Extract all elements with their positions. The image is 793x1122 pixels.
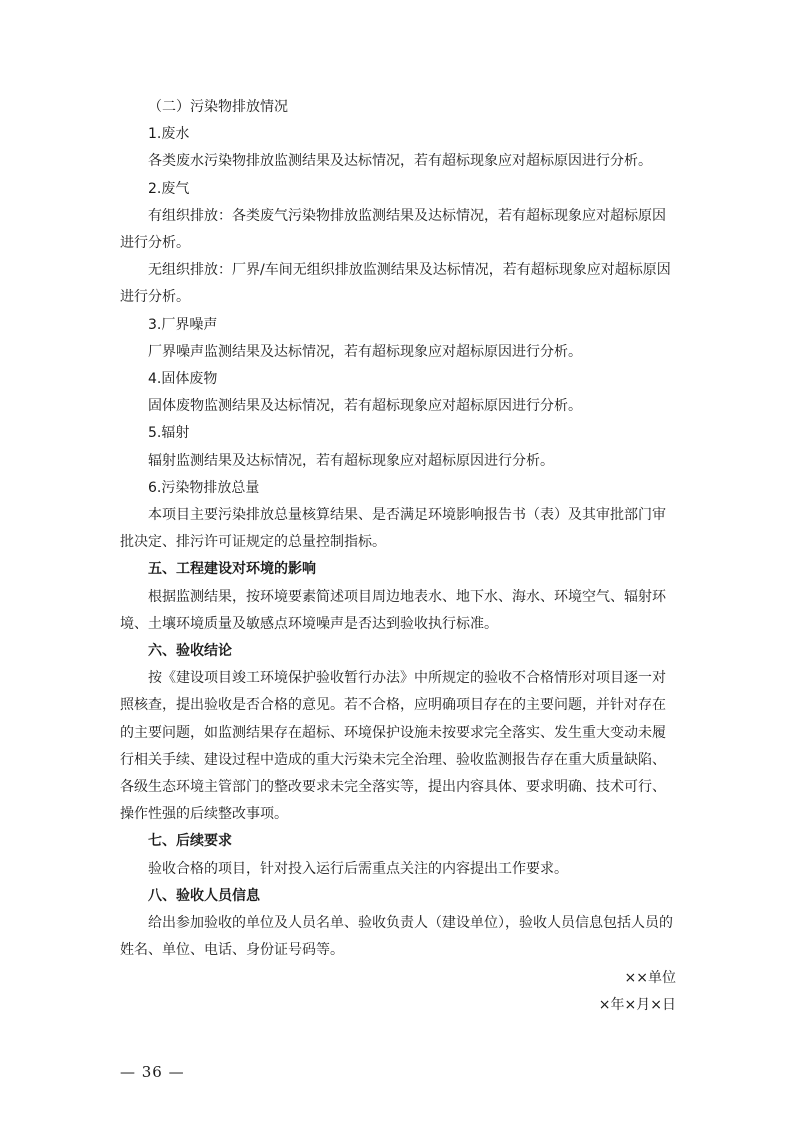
signature-unit: ××单位 — [624, 969, 676, 986]
paragraph-boundary-noise: 厂界噪声监测结果及达标情况，若有超标现象应对超标原因进行分析。 — [148, 343, 582, 360]
paragraph-environment-impact: 根据监测结果，按环境要素简述项目周边地表水、地下水、海水、环境空气、辐射环境、土壤环境质量及敏感点环境噪声是否达到验收执行标准。 — [120, 588, 666, 632]
subheading-waste-gas: 2.废气 — [148, 180, 190, 197]
subheading-solid-waste: 4.固体废物 — [148, 371, 218, 388]
subheading-boundary-noise: 3.厂界噪声 — [148, 316, 218, 333]
paragraph-radiation: 辐射监测结果及达标情况，若有超标现象应对超标原因进行分析。 — [148, 452, 554, 469]
paragraph-acceptance-conclusion: 按《建设项目竣工环境保护验收暂行办法》中所规定的验收不合格情形对项目逐一对照核查，提出验收是否合格的意见。若不合格，应明确项目存在的主要问题，并针对存在的主要问题，如监测结果存在超标、环境保护设施未按要求完全落实、发生重大变动未履行相关手续、建设过程中造成的重大污染未完全治理、验收监测报告存在重大质量缺陷、各级生态环境主管部门的整改要求未完全落实等，提出内容具体、要求明确、技术可行、操作性强的后续整改事项。 — [120, 670, 666, 823]
paragraph-unorganized-emission: 无组织排放：厂界/车间无组织排放监测结果及达标情况，若有超标现象应对超标原因进行分析。 — [120, 262, 671, 306]
section-heading-pollutant-discharge: （二）污染物排放情况 — [148, 99, 288, 115]
signature-date: ×年×月×日 — [598, 996, 676, 1013]
subheading-total-discharge: 6.污染物排放总量 — [148, 479, 260, 496]
paragraph-wastewater: 各类废水污染物排放监测结果及达标情况，若有超标现象应对超标原因进行分析。 — [148, 153, 652, 170]
page-number: — 36 — — [120, 1063, 185, 1081]
paragraph-solid-waste: 固体废物监测结果及达标情况，若有超标现象应对超标原因进行分析。 — [148, 398, 582, 415]
section-heading-personnel-info: 八、验收人员信息 — [148, 887, 260, 904]
subheading-radiation: 5.辐射 — [148, 425, 190, 442]
paragraph-organized-emission: 有组织排放：各类废气污染物排放监测结果及达标情况，若有超标现象应对超标原因进行分析。 — [120, 207, 666, 252]
section-heading-follow-up: 七、后续要求 — [148, 833, 232, 850]
paragraph-total-discharge: 本项目主要污染排放总量核算结果、是否满足环境影响报告书（表）及其审批部门审批决定、排污许可证规定的总量控制指标。 — [120, 507, 666, 551]
document-body — [120, 94, 676, 1019]
section-heading-acceptance-conclusion: 六、验收结论 — [148, 643, 232, 660]
subheading-wastewater: 1.废水 — [148, 126, 190, 143]
section-heading-environment-impact: 五、工程建设对环境的影响 — [148, 561, 316, 578]
paragraph-follow-up: 验收合格的项目，针对投入运行后需重点关注的内容提出工作要求。 — [148, 860, 568, 877]
paragraph-personnel-info: 给出参加验收的单位及人员名单、验收负责人（建设单位），验收人员信息包括人员的姓名、单位、电话、身份证号码等。 — [120, 915, 673, 959]
